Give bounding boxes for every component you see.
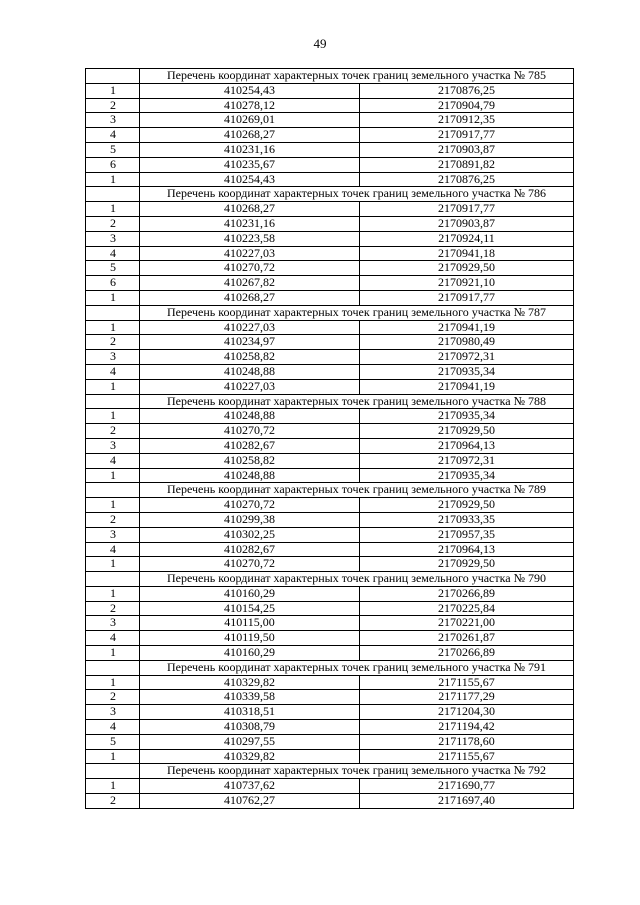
table-row <box>86 631 574 646</box>
point-number: 1 <box>86 675 140 690</box>
x-coordinate: 410248,88 <box>140 409 360 424</box>
y-coordinate: 2171204,30 <box>360 705 574 720</box>
section-title: Перечень координат характерных точек границ земельного участка № 786 <box>140 187 574 202</box>
y-coordinate: 2170935,34 <box>360 468 574 483</box>
point-number: 1 <box>86 290 140 305</box>
y-coordinate: 2170929,50 <box>360 498 574 513</box>
section-header-row <box>86 483 574 498</box>
x-coordinate: 410329,82 <box>140 675 360 690</box>
point-number: 5 <box>86 261 140 276</box>
table-row <box>86 601 574 616</box>
table-row <box>86 261 574 276</box>
y-coordinate: 2170266,89 <box>360 646 574 661</box>
table-row <box>86 794 574 809</box>
table-row <box>86 690 574 705</box>
table-row <box>86 527 574 542</box>
x-coordinate: 410268,27 <box>140 128 360 143</box>
x-coordinate: 410231,16 <box>140 216 360 231</box>
section-header-blank-cell <box>86 660 140 675</box>
y-coordinate: 2171178,60 <box>360 734 574 749</box>
y-coordinate: 2170935,34 <box>360 409 574 424</box>
table-row <box>86 364 574 379</box>
x-coordinate: 410227,03 <box>140 320 360 335</box>
point-number: 1 <box>86 83 140 98</box>
section-title: Перечень координат характерных точек границ земельного участка № 790 <box>140 572 574 587</box>
y-coordinate: 2171697,40 <box>360 794 574 809</box>
x-coordinate: 410318,51 <box>140 705 360 720</box>
y-coordinate: 2171155,67 <box>360 749 574 764</box>
section-header-row <box>86 187 574 202</box>
x-coordinate: 410299,38 <box>140 512 360 527</box>
table-row <box>86 675 574 690</box>
table-row <box>86 734 574 749</box>
y-coordinate: 2170917,77 <box>360 202 574 217</box>
y-coordinate: 2170980,49 <box>360 335 574 350</box>
section-header-blank-cell <box>86 483 140 498</box>
y-coordinate: 2170903,87 <box>360 142 574 157</box>
table-row <box>86 424 574 439</box>
point-number: 4 <box>86 246 140 261</box>
table-row <box>86 379 574 394</box>
point-number: 3 <box>86 705 140 720</box>
point-number: 4 <box>86 542 140 557</box>
y-coordinate: 2170266,89 <box>360 586 574 601</box>
section-header-blank-cell <box>86 572 140 587</box>
point-number: 4 <box>86 364 140 379</box>
x-coordinate: 410297,55 <box>140 734 360 749</box>
section-header-row <box>86 394 574 409</box>
point-number: 1 <box>86 779 140 794</box>
x-coordinate: 410248,88 <box>140 468 360 483</box>
y-coordinate: 2171690,77 <box>360 779 574 794</box>
point-number: 1 <box>86 172 140 187</box>
point-number: 2 <box>86 98 140 113</box>
y-coordinate: 2170891,82 <box>360 157 574 172</box>
x-coordinate: 410270,72 <box>140 498 360 513</box>
section-title: Перечень координат характерных точек границ земельного участка № 792 <box>140 764 574 779</box>
point-number: 6 <box>86 276 140 291</box>
table-row <box>86 586 574 601</box>
table-row <box>86 320 574 335</box>
table-row <box>86 557 574 572</box>
x-coordinate: 410160,29 <box>140 646 360 661</box>
y-coordinate: 2170929,50 <box>360 557 574 572</box>
table-row <box>86 142 574 157</box>
table-row <box>86 98 574 113</box>
section-header-blank-cell <box>86 764 140 779</box>
point-number: 1 <box>86 379 140 394</box>
x-coordinate: 410254,43 <box>140 83 360 98</box>
table-row <box>86 202 574 217</box>
x-coordinate: 410282,67 <box>140 438 360 453</box>
section-title: Перечень координат характерных точек границ земельного участка № 785 <box>140 69 574 84</box>
x-coordinate: 410254,43 <box>140 172 360 187</box>
x-coordinate: 410270,72 <box>140 424 360 439</box>
table-row <box>86 231 574 246</box>
table-row <box>86 705 574 720</box>
x-coordinate: 410234,97 <box>140 335 360 350</box>
point-number: 1 <box>86 557 140 572</box>
y-coordinate: 2170941,19 <box>360 320 574 335</box>
point-number: 1 <box>86 202 140 217</box>
table-row <box>86 335 574 350</box>
x-coordinate: 410227,03 <box>140 379 360 394</box>
table-row <box>86 646 574 661</box>
point-number: 1 <box>86 468 140 483</box>
x-coordinate: 410278,12 <box>140 98 360 113</box>
table-row <box>86 616 574 631</box>
point-number: 1 <box>86 409 140 424</box>
x-coordinate: 410270,72 <box>140 261 360 276</box>
point-number: 3 <box>86 438 140 453</box>
y-coordinate: 2170261,87 <box>360 631 574 646</box>
section-title: Перечень координат характерных точек границ земельного участка № 788 <box>140 394 574 409</box>
point-number: 3 <box>86 350 140 365</box>
y-coordinate: 2170876,25 <box>360 83 574 98</box>
point-number: 2 <box>86 424 140 439</box>
y-coordinate: 2170935,34 <box>360 364 574 379</box>
point-number: 4 <box>86 631 140 646</box>
table-row <box>86 83 574 98</box>
x-coordinate: 410329,82 <box>140 749 360 764</box>
point-number: 2 <box>86 512 140 527</box>
point-number: 2 <box>86 794 140 809</box>
x-coordinate: 410248,88 <box>140 364 360 379</box>
x-coordinate: 410231,16 <box>140 142 360 157</box>
y-coordinate: 2170964,13 <box>360 438 574 453</box>
y-coordinate: 2171194,42 <box>360 720 574 735</box>
x-coordinate: 410762,27 <box>140 794 360 809</box>
table-row <box>86 246 574 261</box>
point-number: 5 <box>86 734 140 749</box>
y-coordinate: 2170921,10 <box>360 276 574 291</box>
point-number: 1 <box>86 586 140 601</box>
section-title: Перечень координат характерных точек границ земельного участка № 789 <box>140 483 574 498</box>
table-row <box>86 720 574 735</box>
x-coordinate: 410268,27 <box>140 202 360 217</box>
y-coordinate: 2170912,35 <box>360 113 574 128</box>
point-number: 1 <box>86 498 140 513</box>
table-row <box>86 290 574 305</box>
y-coordinate: 2170917,77 <box>360 128 574 143</box>
x-coordinate: 410235,67 <box>140 157 360 172</box>
x-coordinate: 410737,62 <box>140 779 360 794</box>
point-number: 2 <box>86 601 140 616</box>
x-coordinate: 410268,27 <box>140 290 360 305</box>
y-coordinate: 2170957,35 <box>360 527 574 542</box>
table-row <box>86 172 574 187</box>
point-number: 3 <box>86 231 140 246</box>
point-number: 2 <box>86 690 140 705</box>
section-title: Перечень координат характерных точек границ земельного участка № 787 <box>140 305 574 320</box>
section-title: Перечень координат характерных точек границ земельного участка № 791 <box>140 660 574 675</box>
point-number: 3 <box>86 527 140 542</box>
x-coordinate: 410227,03 <box>140 246 360 261</box>
section-header-row <box>86 572 574 587</box>
section-header-row <box>86 69 574 84</box>
x-coordinate: 410258,82 <box>140 453 360 468</box>
coordinates-table-body <box>86 69 574 809</box>
section-header-blank-cell <box>86 187 140 202</box>
section-header-blank-cell <box>86 394 140 409</box>
x-coordinate: 410302,25 <box>140 527 360 542</box>
table-row <box>86 157 574 172</box>
y-coordinate: 2171155,67 <box>360 675 574 690</box>
x-coordinate: 410119,50 <box>140 631 360 646</box>
page-number: 49 <box>313 36 327 51</box>
coordinates-table <box>85 68 574 809</box>
section-header-blank-cell <box>86 69 140 84</box>
y-coordinate: 2171177,29 <box>360 690 574 705</box>
x-coordinate: 410269,01 <box>140 113 360 128</box>
y-coordinate: 2170964,13 <box>360 542 574 557</box>
table-row <box>86 779 574 794</box>
table-row <box>86 438 574 453</box>
x-coordinate: 410160,29 <box>140 586 360 601</box>
section-header-row <box>86 660 574 675</box>
point-number: 4 <box>86 453 140 468</box>
table-row <box>86 542 574 557</box>
point-number: 1 <box>86 749 140 764</box>
point-number: 1 <box>86 320 140 335</box>
y-coordinate: 2170924,11 <box>360 231 574 246</box>
point-number: 5 <box>86 142 140 157</box>
y-coordinate: 2170929,50 <box>360 261 574 276</box>
x-coordinate: 410258,82 <box>140 350 360 365</box>
x-coordinate: 410267,82 <box>140 276 360 291</box>
y-coordinate: 2170972,31 <box>360 453 574 468</box>
point-number: 2 <box>86 216 140 231</box>
x-coordinate: 410308,79 <box>140 720 360 735</box>
x-coordinate: 410154,25 <box>140 601 360 616</box>
point-number: 1 <box>86 646 140 661</box>
y-coordinate: 2170929,50 <box>360 424 574 439</box>
x-coordinate: 410115,00 <box>140 616 360 631</box>
table-row <box>86 453 574 468</box>
table-row <box>86 512 574 527</box>
y-coordinate: 2170904,79 <box>360 98 574 113</box>
table-row <box>86 350 574 365</box>
point-number: 4 <box>86 128 140 143</box>
point-number: 4 <box>86 720 140 735</box>
table-row <box>86 113 574 128</box>
x-coordinate: 410223,58 <box>140 231 360 246</box>
table-row <box>86 749 574 764</box>
table-row <box>86 276 574 291</box>
y-coordinate: 2170941,19 <box>360 379 574 394</box>
section-header-blank-cell <box>86 305 140 320</box>
point-number: 6 <box>86 157 140 172</box>
point-number: 2 <box>86 335 140 350</box>
y-coordinate: 2170903,87 <box>360 216 574 231</box>
table-row <box>86 468 574 483</box>
y-coordinate: 2170876,25 <box>360 172 574 187</box>
table-row <box>86 498 574 513</box>
point-number: 3 <box>86 113 140 128</box>
table-row <box>86 216 574 231</box>
y-coordinate: 2170917,77 <box>360 290 574 305</box>
table-row <box>86 409 574 424</box>
x-coordinate: 410282,67 <box>140 542 360 557</box>
x-coordinate: 410270,72 <box>140 557 360 572</box>
section-header-row <box>86 305 574 320</box>
y-coordinate: 2170933,35 <box>360 512 574 527</box>
x-coordinate: 410339,58 <box>140 690 360 705</box>
y-coordinate: 2170221,00 <box>360 616 574 631</box>
point-number: 3 <box>86 616 140 631</box>
y-coordinate: 2170972,31 <box>360 350 574 365</box>
section-header-row <box>86 764 574 779</box>
table-row <box>86 128 574 143</box>
y-coordinate: 2170225,84 <box>360 601 574 616</box>
y-coordinate: 2170941,18 <box>360 246 574 261</box>
